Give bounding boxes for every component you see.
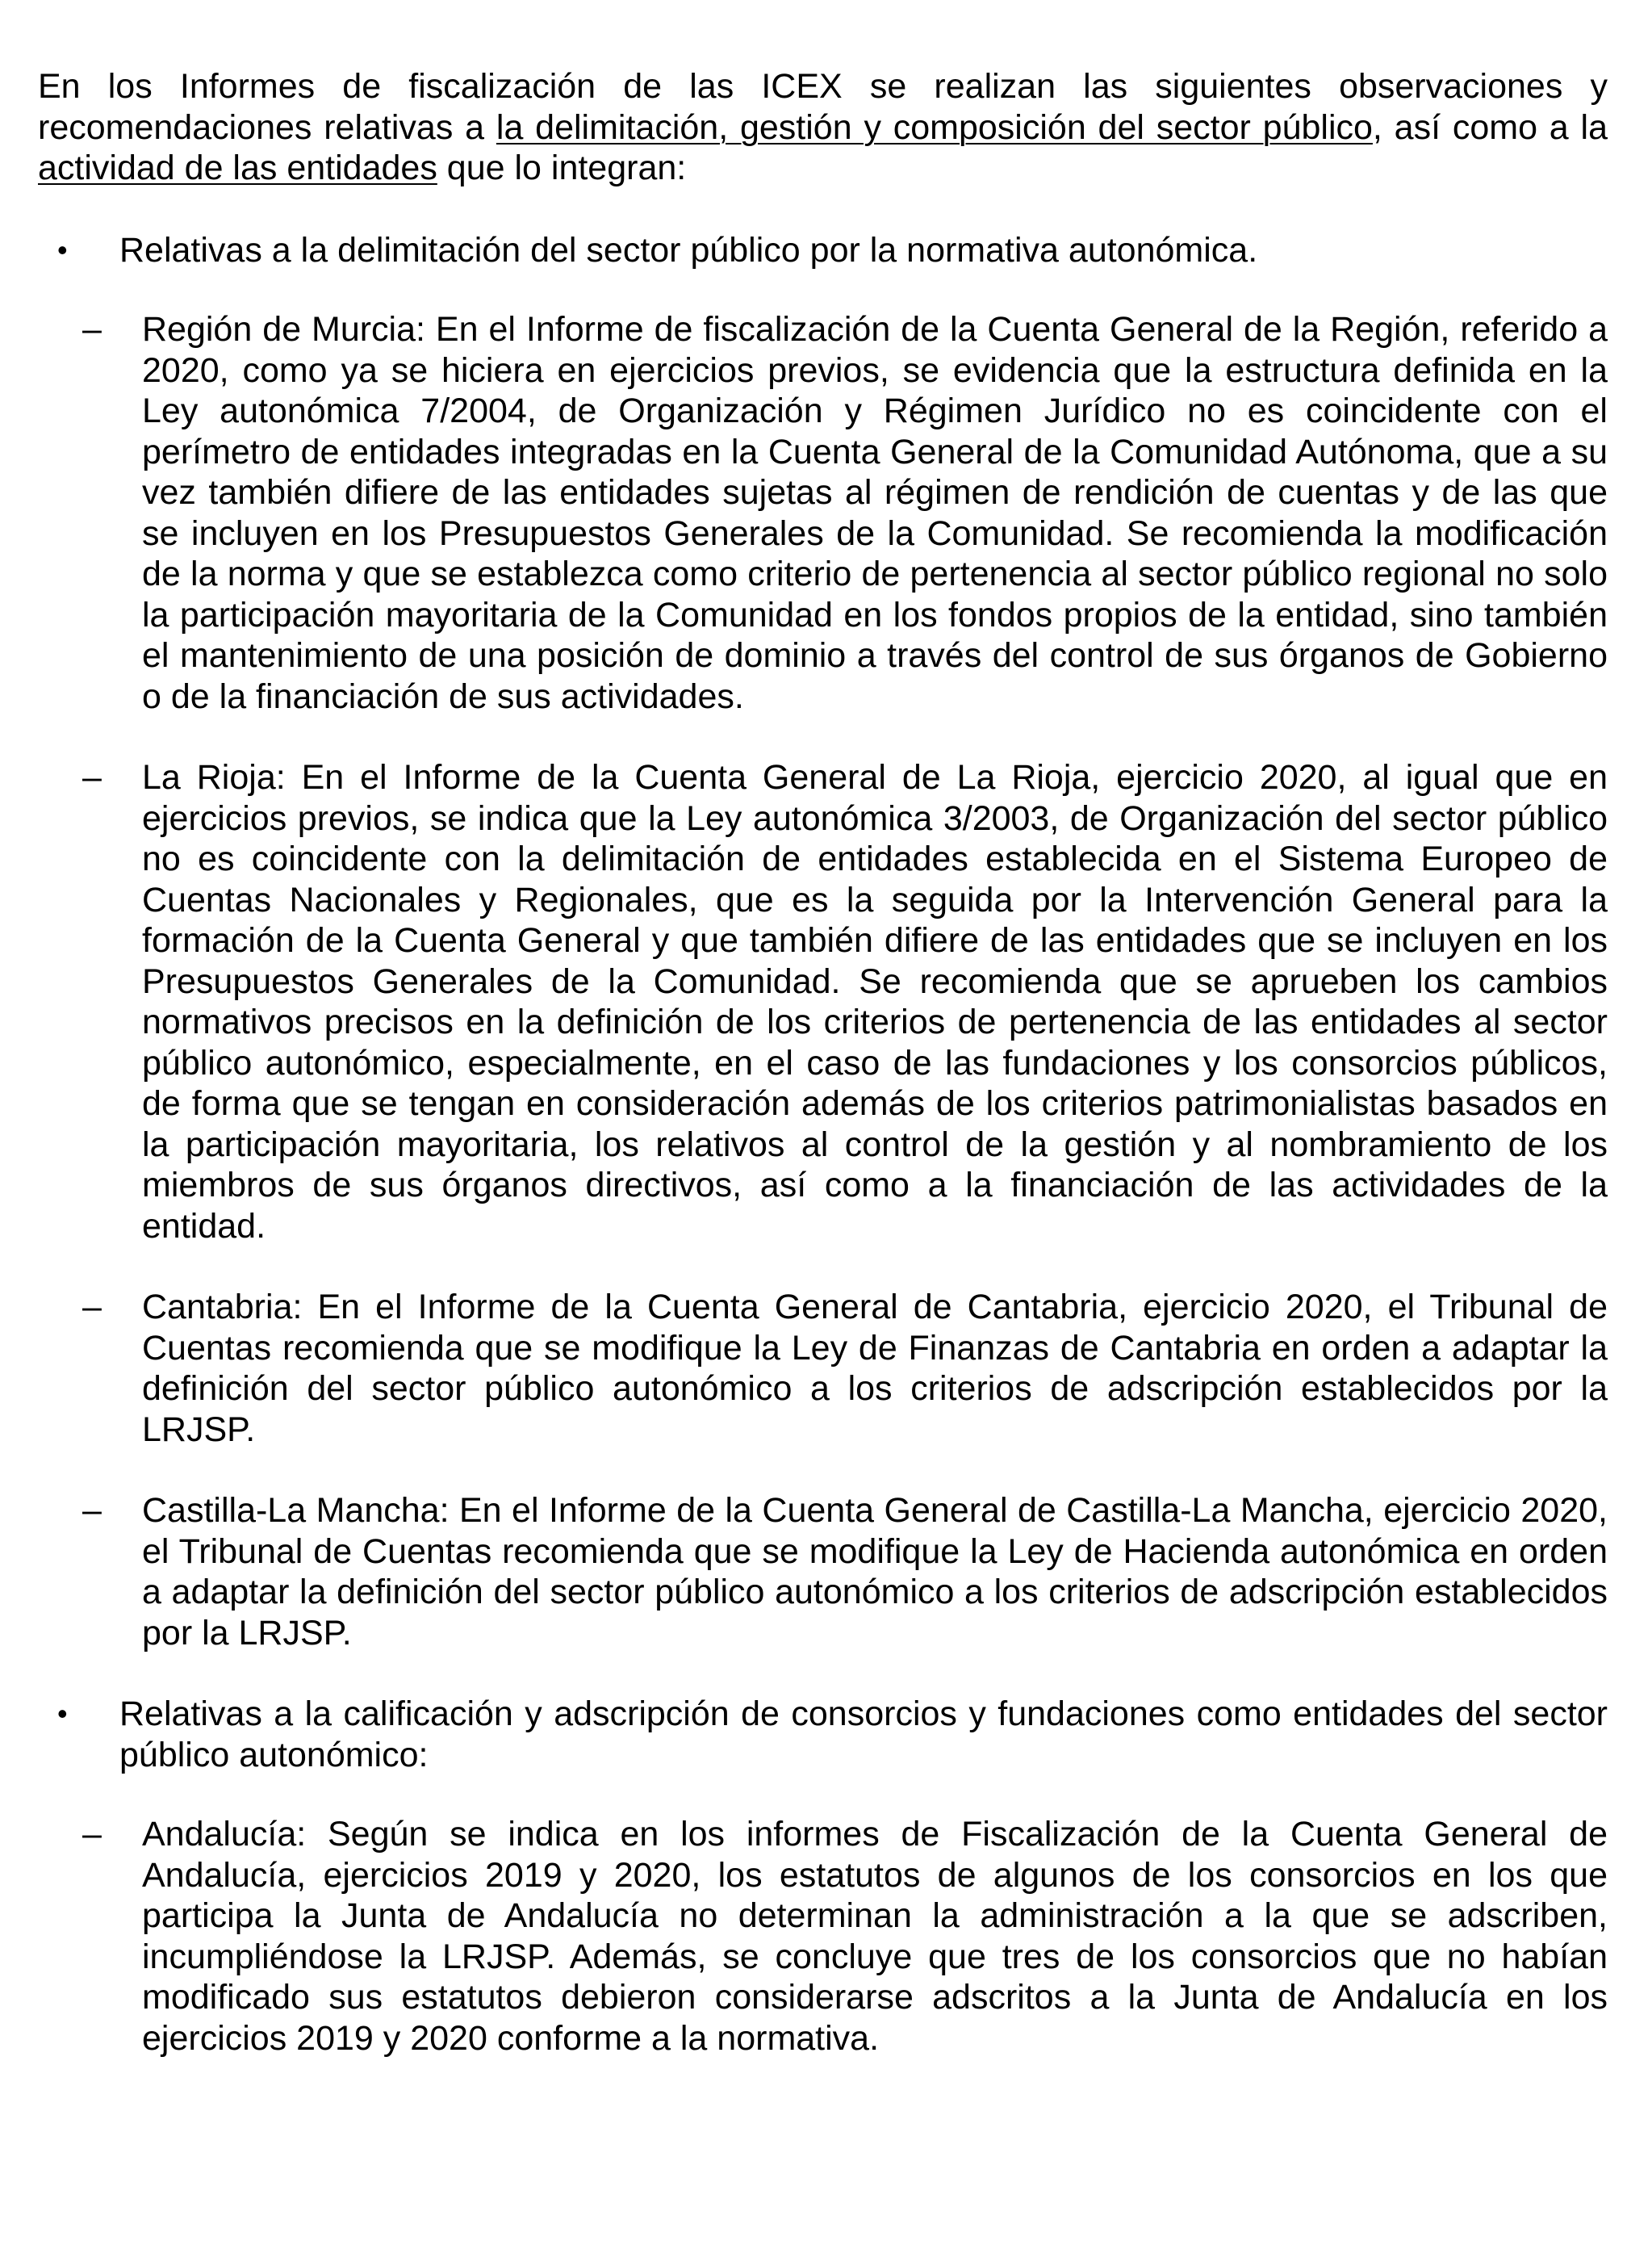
- bullet-item-consorcios-fundaciones: [38, 1694, 1608, 1775]
- bullet-marker: •: [57, 1697, 68, 1730]
- dash-item-text: La Rioja: En el Informe de la Cuenta General de La Rioja, ejercicio 2020, al igual que en ejercicios previos, se indica que la Ley autonómica 3/2003, de Organización del sector público no es coincidente con la delimitación de entidades establecida en el Sistema Europeo de Cuentas Nacionales y Regionales, que es la seguida por la Intervención General para la formación de la Cuenta General y que también difiere de las entidades que se incluyen en los Presupuestos Generales de la Comunidad. Se recomienda que se aprueben los cambios normativos precisos en la definición de los criterios de pertenencia de las entidades al sector público autonómico, especialmente, en el caso de las fundaciones y los consorcios públicos, de forma que se tengan en consideración además de los criterios patrimonialistas basados en la participación mayoritaria, los relativos al control de la gestión y al nombramiento de los miembros de sus órganos directivos, así como a la financiación de las actividades de la entidad.: [142, 758, 1608, 1246]
- dash-item-text: Cantabria: En el Informe de la Cuenta General de Cantabria, ejercicio 2020, el Tribunal de Cuentas recomienda que se modifique la Ley de Finanzas de Cantabria en orden a adaptar la definición del sector público autonómico a los criterios de adscripción establecidos por la LRJSP.: [142, 1288, 1608, 1449]
- dash-item-text: Región de Murcia: En el Informe de fiscalización de la Cuenta General de la Región, referido a 2020, como ya se hiciera en ejercicios previos, se evidencia que la estructura definida en la Ley autonómica 7/2004, de Organización y Régimen Jurídico no es coincidente con el perímetro de entidades integradas en la Cuenta General de la Comunidad Autónoma, que a su vez también difiere de las entidades sujetas al régimen de rendición de cuentas y de las que se incluyen en los Presupuestos Generales de la Comunidad. Se recomienda la modificación de la norma y que se establezca como criterio de pertenencia al sector público regional no solo la participación mayoritaria de la Comunidad en los fondos propios de la entidad, sino también el mantenimiento de una posición de dominio a través del control de sus órganos de Gobierno o de la financiación de sus actividades.: [142, 310, 1608, 716]
- bullet-marker: •: [57, 232, 68, 266]
- document-page: [38, 66, 1608, 2099]
- intro-paragraph: [38, 66, 1608, 189]
- dash-item-text: Andalucía: Según se indica en los informes de Fiscalización de la Cuenta General de Andalucía, ejercicios 2019 y 2020, los estatutos de algunos de los consorcios en los que participa la Junta de Andalucía no determinan la administración a la que se adscriben, incumpliéndose la LRJSP. Además, se concluye que tres de los consorcios que no habían modificado sus estatutos debieron considerarse adscritos a la Junta de Andalucía en los ejercicios 2019 y 2020 conforme a la normativa.: [142, 1815, 1608, 2058]
- dash-item-andalucia: [38, 1814, 1608, 2059]
- dash-item-la-rioja: [38, 757, 1608, 1246]
- underlined-phrase-delimitacion: la delimitación, gestión y composición del sector público: [496, 107, 1373, 147]
- intro-text-1: En los Informes de fiscalización de las ICEX se realizan las siguientes observaciones y recomendaciones relativas a: [38, 67, 1608, 147]
- underlined-phrase-actividad: actividad de las entidades: [38, 149, 437, 187]
- intro-text-3: que lo integran:: [437, 149, 687, 187]
- bullet-item-delimitacion: [38, 230, 1608, 271]
- dash-marker: –: [82, 310, 102, 349]
- bullet-text: Relativas a la delimitación del sector público por la normativa autonómica.: [119, 230, 1258, 270]
- dash-item-cantabria: [38, 1287, 1608, 1450]
- dash-item-text: Castilla-La Mancha: En el Informe de la Cuenta General de Castilla-La Mancha, ejercicio 2020, el Tribunal de Cuentas recomienda que se modifique la Ley de Hacienda autonómica en orden a adaptar la definición del sector público autonómico a los criterios de adscripción establecidos por la LRJSP.: [142, 1491, 1608, 1652]
- dash-marker: –: [82, 758, 102, 797]
- dash-item-region-de-murcia: [38, 309, 1608, 717]
- bullet-text: Relativas a la calificación y adscripción de consorcios y fundaciones como entidades del sector público autonómico:: [119, 1694, 1608, 1774]
- dash-item-castilla-la-mancha: [38, 1490, 1608, 1653]
- dash-marker: –: [82, 1288, 102, 1326]
- dash-marker: –: [82, 1491, 102, 1530]
- dash-marker: –: [82, 1815, 102, 1854]
- intro-text-2: , así como a la: [1372, 107, 1608, 147]
